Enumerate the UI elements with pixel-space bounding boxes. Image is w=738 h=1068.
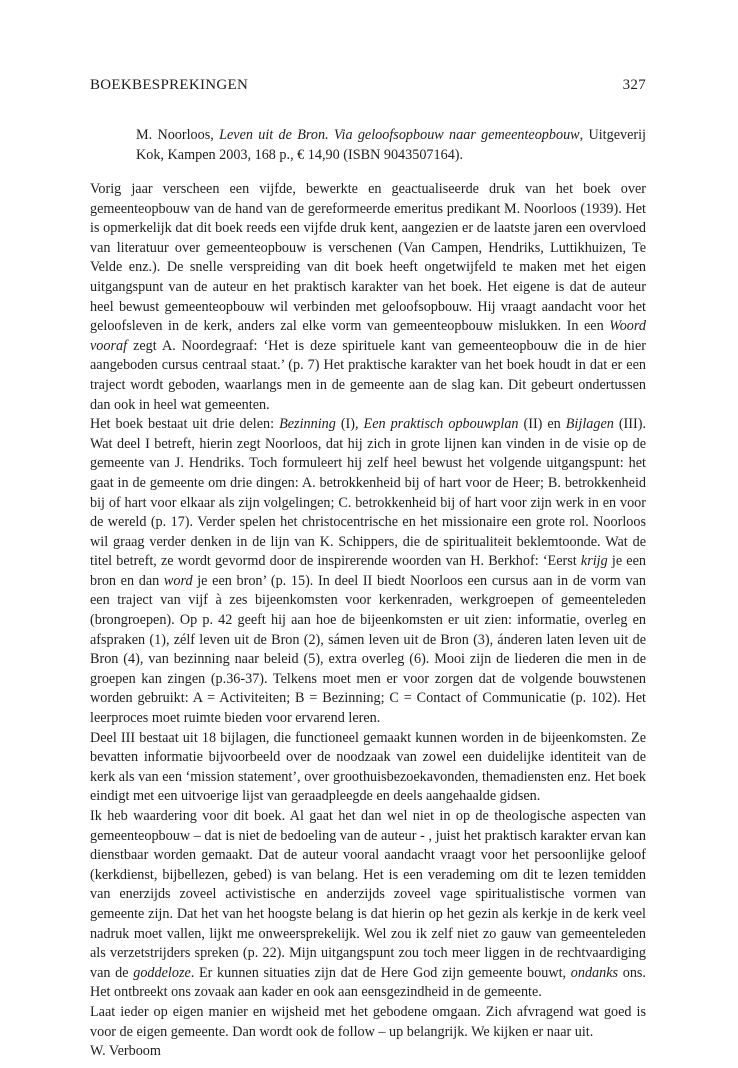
reviewer-signature: W. Verboom [90, 1043, 161, 1060]
text-run: . Er kunnen situaties zijn dat de Here God zijn gemeente bouwt, [190, 964, 571, 981]
emphasis: ondanks [570, 964, 619, 981]
review-paragraph-3: Deel III bestaat uit 18 bijlagen, die functioneel gemaakt kunnen worden in de bijeenkomsten. Ze bevatten informatie bijvoorbeeld over de noodzaak van zowel een duidelijke identiteit van de kerk als van een ‘mission statement’, over groothuisbezoekavonden, themadiensten enz. Het boek eindigt met een uitvoerige lijst van geraadpleegde en deels aangehaalde gidsen. [90, 729, 646, 805]
running-head: BOEKBESPREKINGEN [90, 77, 249, 93]
review-paragraph-4 [90, 807, 646, 1003]
citation-title: Leven uit de Bron. Via geloofsopbouw naar gemeenteopbouw [219, 127, 580, 143]
text-run: Het boek bestaat uit drie delen: [90, 416, 280, 433]
review-body [90, 180, 646, 1062]
text-run: ons. Het ontbreekt ons zovaak aan kader en ook aan eensgezindheid in de gemeente. [90, 964, 646, 1001]
page-number: 327 [622, 77, 646, 93]
review-paragraph-1 [90, 180, 646, 415]
review-paragraph-5: Laat ieder op eigen manier en wijsheid met het gebodene omgaan. Zich afvragend wat goed is voor de eigen gemeente. Dan wordt ook de follow – up belangrijk. We kijken er naar uit. [90, 1003, 646, 1040]
emphasis: goddeloze [133, 964, 191, 981]
text-run: (I), [335, 416, 364, 433]
emphasis: Bijlagen [565, 416, 614, 433]
emphasis: word [163, 572, 193, 589]
text-run: je een bron en dan [90, 553, 646, 589]
emphasis: Bezinning [279, 416, 336, 433]
text-run: je een bron’ (p. 15). In deel II biedt Noorloos een cursus aan in de vorm van een traject van vijf à zes bijeenkomsten voor kerkenraden, werkgroepen of gemeenteleden (brongroepen). Op p. 42 geeft hij aan hoe de bijeenkomsten er uit zien: informatie, overleg en afspraken (1), zélf leven uit de Bron (2), sámen leven uit de Bron (3), ánderen laten leven uit de Bron (4), van bezinning naar beleid (5), extra overleg (6). Mooi zijn de liederen die men in de groepen kan zingen (p.36-37). Telkens moet men er voor zorgen dat de volgende bouwstenen worden gebruikt: A = Activiteiten; B = Bezinning; C = Contact of Communicatie (p. 102). Het leerproces moet ruimte bieden voor ervarend leren. [90, 572, 646, 727]
text-run: (II) en [518, 416, 566, 433]
citation-author: M. Noorloos, [136, 127, 220, 143]
text-run: (III). Wat deel I betreft, hierin zegt Noorloos, dat hij zich in grote lijnen kan vinden in de visie op de gemeente van J. Hendriks. Toch formuleert hij zelf heel bewust het volgende uitgangspunt: het gaat in de gemeente om drie dingen: A. betrokkenheid bij of hart voor de Heer; B. betrokkenheid bij of hart voor elkaar als zijn volgelingen; C. betrokkenheid bij of hart voor zijn werk in en voor de wereld (p. 17). Verder spelen het christocentrische en het missionaire een grote rol. Noorloos wil graag verder denken in de lijn van K. Schippers, die de spiritualiteit beklemtoonde. Wat de titel betreft, ze wordt gevormd door de inspirerende woorden van H. Berkhof: ‘Eerst [90, 416, 646, 570]
citation-details: , Uitgeverij Kok, Kampen 2003, 168 p., € 14,90 (ISBN 9043507164). [136, 127, 646, 163]
book-citation [136, 125, 646, 165]
text-run: Vorig jaar verscheen een vijfde, bewerkte en geactualiseerde druk van het boek over gemeenteopbouw van de hand van de gereformeerde emeritus predikant M. Noorloos (1939). Het is opmerkelijk dat dit boek reeds een vijfde druk kent, aangezien er de laatste jaren een overvloed van literatuur over gemeenteopbouw is verschenen (Van Campen, Hendriks, Luttikhuizen, Te Velde enz.). De snelle verspreiding van dit boek heeft ongetwijfeld te maken met het eigen uitgangspunt van de auteur en het praktisch karakter van het boek. Het eigene is dat de auteur heel bewust gemeenteopbouw wil verbinden met geloofsopbouw. Hij vraagt aandacht voor het geloofsleven in de kerk, anders zal elke vorm van gemeenteopbouw mislukken. In een [90, 181, 646, 335]
emphasis: krijg [580, 553, 608, 570]
text-run: zegt A. Noordegraaf: ‘Het is deze spirituele kant van gemeenteopbouw die in de hier aangeboden cursus centraal staat.’ (p. 7) Het praktische karakter van het boek houdt in dat er een traject wordt geboden, waarlangs men in de gemeente aan de slag kan. Dit gebeurt ondertussen dan ook in heel wat gemeenten. [90, 337, 646, 413]
emphasis: Woord vooraf [90, 318, 646, 354]
review-paragraph-2 [90, 415, 646, 729]
text-run: Ik heb waardering voor dit boek. Al gaat het dan wel niet in op de theologische aspecten van gemeenteopbouw – dat is niet de bedoeling van de auteur - , juist het praktisch karakter ervan kan dienstbaar worden gemaakt. Dat de auteur vooral aandacht vraagt voor het persoonlijke geloof (kerkdienst, bijbellezen, gebed) is van belang. Het is een verademing om dit te lezen temidden van enerzijds zoveel activistische en anderzijds zoveel vage spiritualistische vormen van gemeente zijn. Dat het van het hoogste belang is dat hierin op het gezin als kerkje in de kerk veel nadruk moet vallen, lijkt me onweersprekelijk. Wel zou ik zelf niet zo gauw van gemeenteleden als verzetstrijders spreken (p. 22). Mijn uitgangspunt zou toch meer liggen in de rechtvaardiging van de [90, 808, 646, 981]
emphasis: Een praktisch opbouwplan [363, 416, 519, 433]
